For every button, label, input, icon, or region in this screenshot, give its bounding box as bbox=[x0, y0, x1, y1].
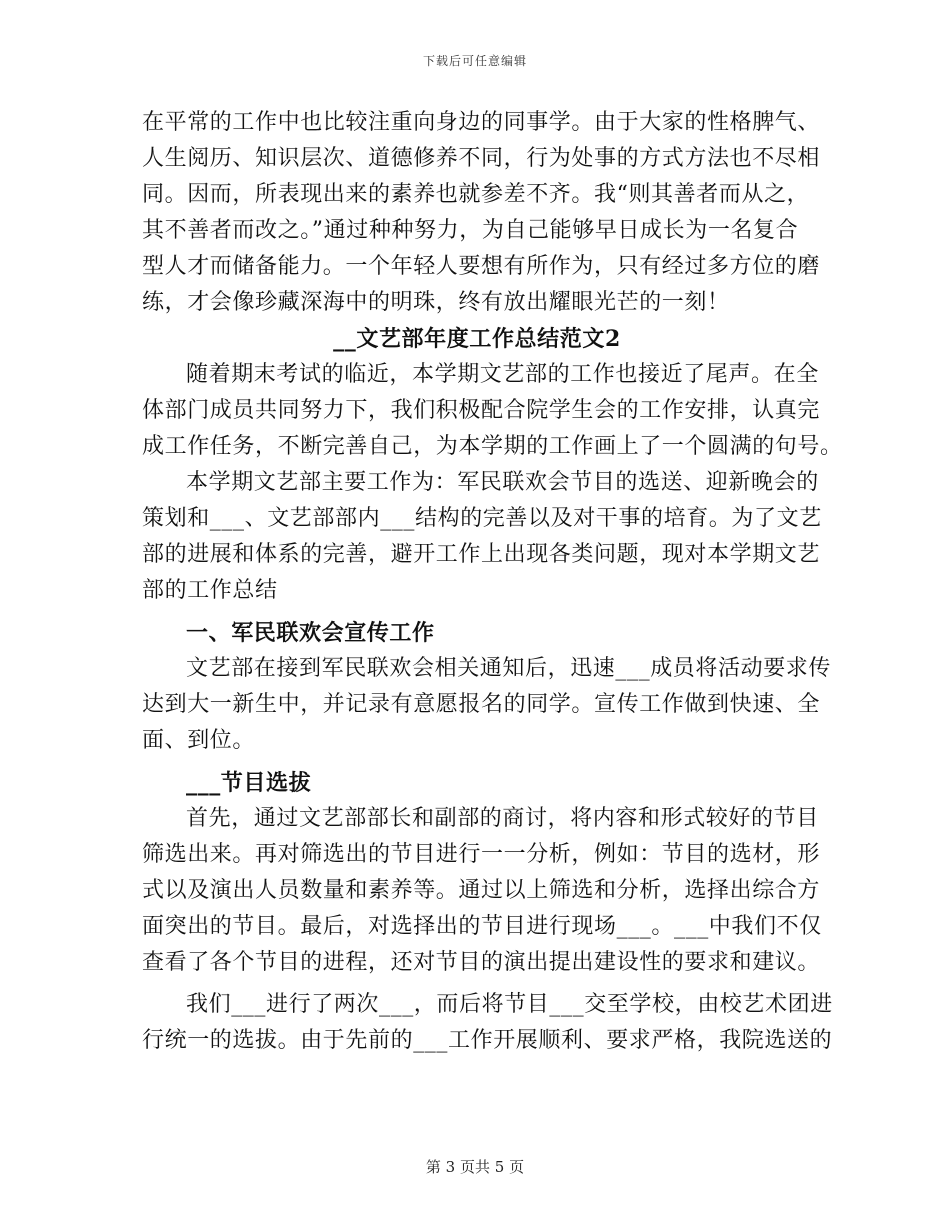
body-line: 文艺部在接到军民联欢会相关通知后，迅速___成员将活动要求传 bbox=[186, 656, 832, 681]
body-line: 筛选出来。再对筛选出的节目进行一一分析，例如：节目的选材，形 bbox=[142, 842, 821, 867]
body-line: 成工作任务，不断完善自己，为本学期的工作画上了一个圆满的句号。 bbox=[142, 434, 843, 459]
body-line: 面突出的节目。最后，对选择出的节目进行现场___。___中我们不仅 bbox=[142, 914, 822, 939]
page-footer: 第 3 页共 5 页 bbox=[425, 1158, 525, 1176]
body-line: 达到大一新生中，并记录有意愿报名的同学。宣传工作做到快速、全 bbox=[142, 692, 821, 717]
body-line: 其不善者而改之。”通过种种努力，为自己能够早日成长为一名复合 bbox=[142, 218, 799, 243]
body-line: 人生阅历、知识层次、道德修养不同，行为处事的方式方法也不尽相 bbox=[142, 146, 821, 171]
body-line: 式以及演出人员数量和素养等。通过以上筛选和分析，选择出综合方 bbox=[142, 878, 821, 903]
subheading: ___节目选拔 bbox=[186, 770, 312, 796]
section-title: __文艺部年度工作总结范文2 bbox=[333, 326, 621, 352]
body-line: 我们___进行了两次___，而后将节目___交至学校，由校艺术团进 bbox=[186, 992, 833, 1017]
body-line: 行统一的选拔。由于先前的___工作开展顺利、要求严格，我院选送的 bbox=[142, 1028, 833, 1053]
page-header: 下载后可任意编辑 bbox=[422, 54, 527, 68]
body-line: 同。因而，所表现出来的素养也就参差不齐。我“则其善者而从之， bbox=[142, 182, 810, 207]
body-line: 查看了各个节目的进程，还对节目的演出提出建设性的要求和建议。 bbox=[142, 950, 821, 975]
body-line: 练，才会像珍藏深海中的明珠，终有放出耀眼光芒的一刻！ bbox=[142, 290, 730, 315]
body-line: 部的工作总结 bbox=[142, 578, 278, 603]
body-line: 面、到位。 bbox=[142, 728, 256, 753]
body-line: 随着期末考试的临近，本学期文艺部的工作也接近了尾声。在全 bbox=[186, 362, 819, 387]
body-line: 体部门成员共同努力下，我们积极配合院学生会的工作安排，认真完 bbox=[142, 398, 821, 423]
body-line: 在平常的工作中也比较注重向身边的同事学。由于大家的性格脾气、 bbox=[142, 110, 821, 135]
body-line: 部的进展和体系的完善，避开工作上出现各类问题，现对本学期文艺 bbox=[142, 542, 821, 567]
document-body bbox=[142, 105, 843, 1059]
body-line: 本学期文艺部主要工作为：军民联欢会节目的选送、迎新晚会的 bbox=[186, 470, 819, 495]
subheading: 一、军民联欢会宣传工作 bbox=[186, 620, 435, 646]
body-line: 首先，通过文艺部部长和副部的商讨，将内容和形式较好的节目 bbox=[186, 806, 819, 831]
body-line: 策划和___、文艺部部内___结构的完善以及对干事的培育。为了文艺 bbox=[142, 506, 822, 531]
body-line: 型人才而储备能力。一个年轻人要想有所作为，只有经过多方位的磨 bbox=[142, 254, 821, 279]
